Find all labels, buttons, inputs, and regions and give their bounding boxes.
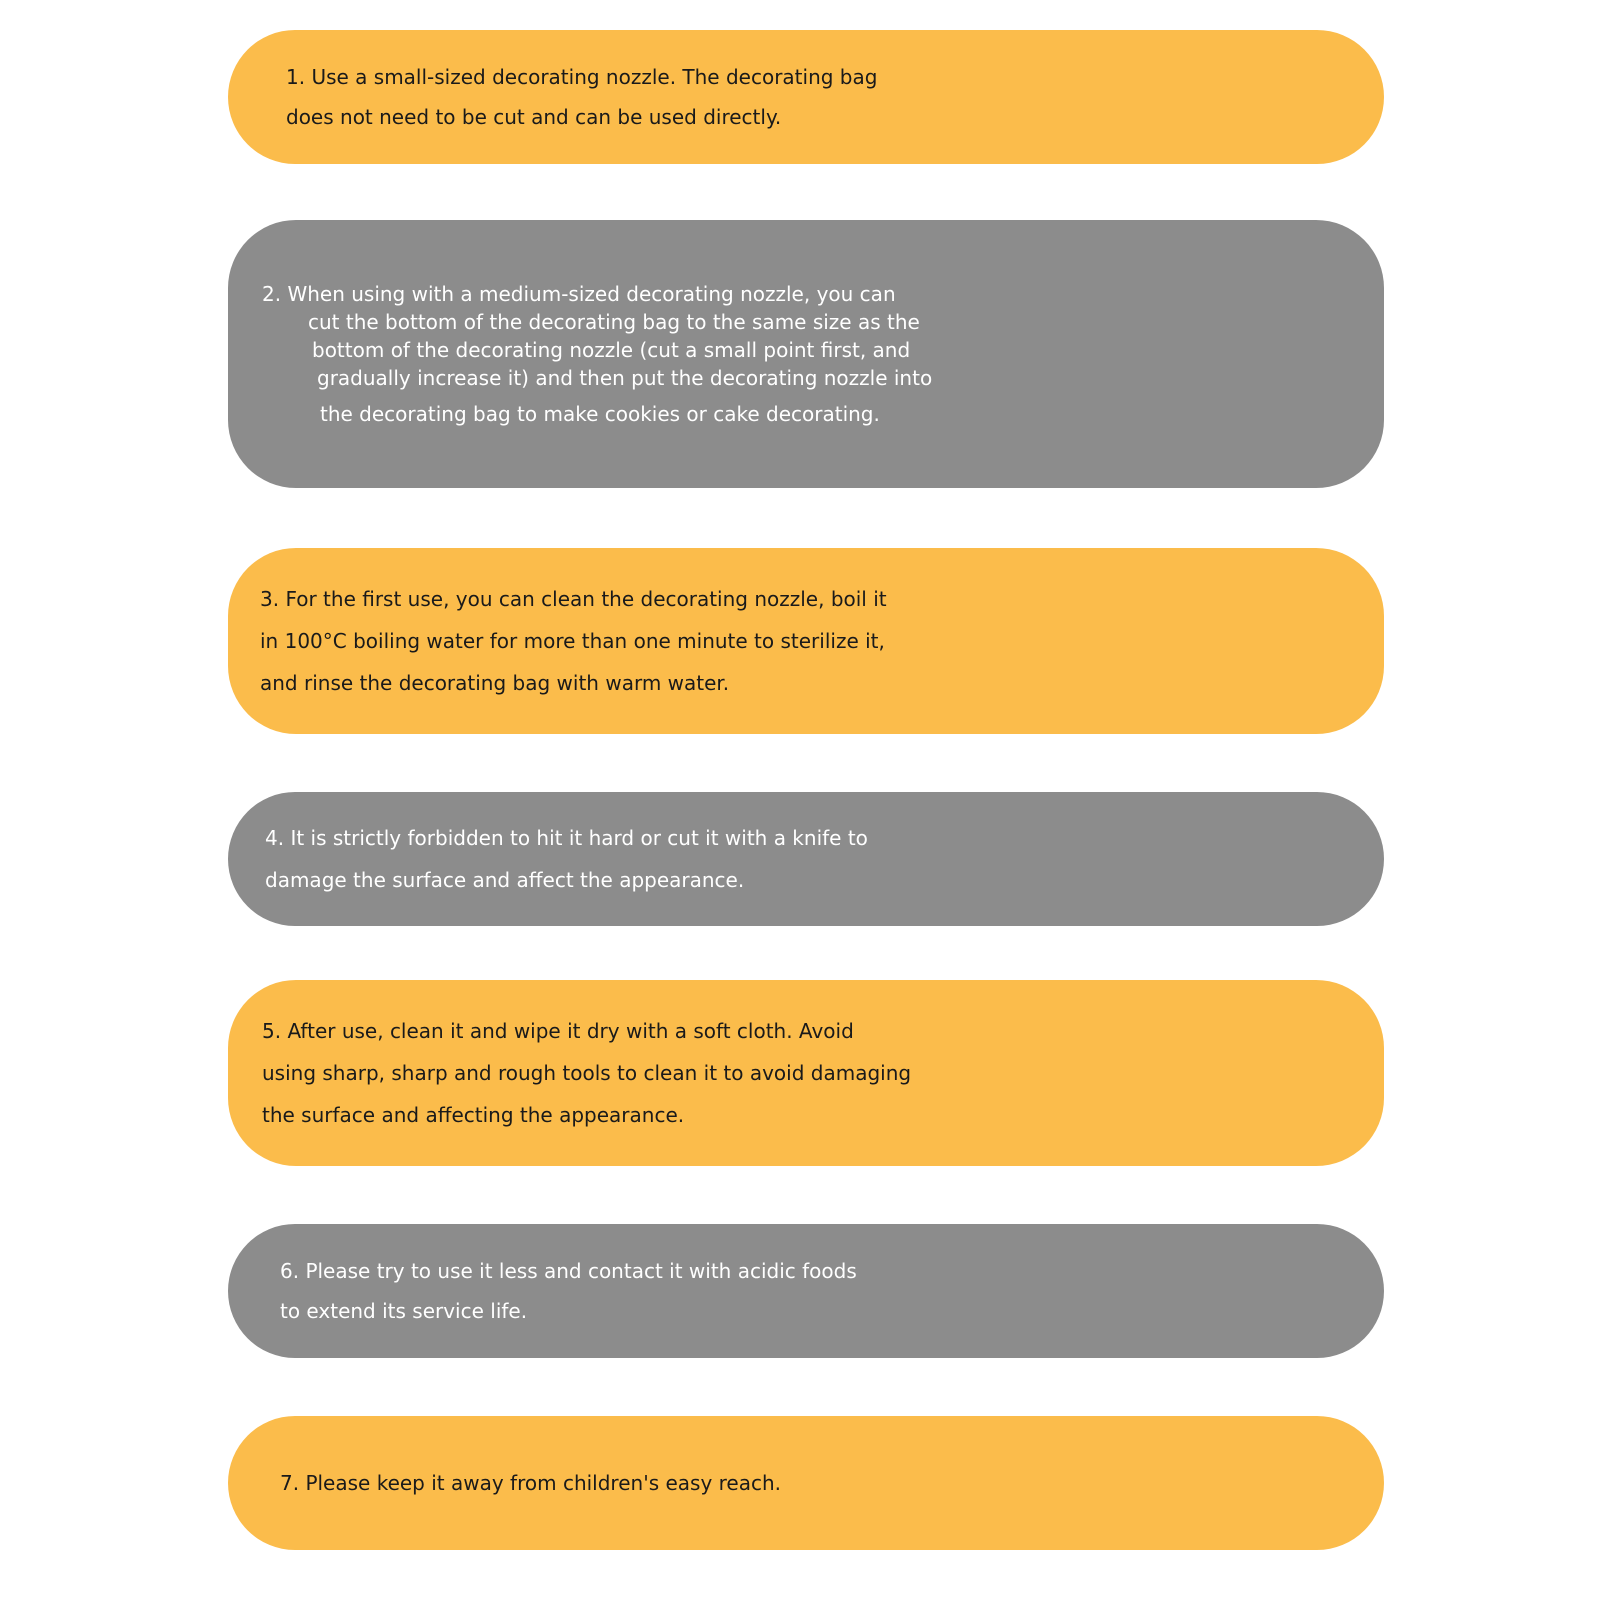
instruction-7-line-1: 7. Please keep it away from children's easy reach. [280, 1471, 782, 1495]
instruction-card-7 [228, 1416, 1384, 1550]
instruction-1-line-2: does not need to be cut and can be used directly. [286, 105, 782, 129]
instruction-card-6 [228, 1224, 1384, 1358]
instruction-1-line-1: 1. Use a small-sized decorating nozzle. The decorating bag [286, 65, 878, 89]
instruction-2-line-3: bottom of the decorating nozzle (cut a small point first, and [312, 338, 911, 362]
instruction-4-line-1: 4. It is strictly forbidden to hit it hard or cut it with a knife to [265, 826, 868, 850]
instruction-6-line-1: 6. Please try to use it less and contact it with acidic foods [280, 1259, 857, 1283]
instruction-3-line-2: in 100°C boiling water for more than one minute to sterilize it, [260, 629, 885, 653]
instruction-3-line-3: and rinse the decorating bag with warm water. [260, 671, 730, 695]
instruction-2-line-2: cut the bottom of the decorating bag to the same size as the [308, 310, 920, 334]
instruction-2-line-4: gradually increase it) and then put the decorating nozzle into [317, 366, 933, 390]
instruction-card-5 [228, 980, 1384, 1166]
instruction-card-2 [228, 220, 1384, 488]
instruction-card-3 [228, 548, 1384, 734]
instruction-3-line-1: 3. For the first use, you can clean the decorating nozzle, boil it [260, 587, 887, 611]
instruction-5-line-1: 5. After use, clean it and wipe it dry with a soft cloth. Avoid [262, 1019, 854, 1043]
instruction-2-line-5: the decorating bag to make cookies or cake decorating. [320, 402, 880, 426]
instruction-6-line-2: to extend its service life. [280, 1299, 528, 1323]
instruction-card-4 [228, 792, 1384, 926]
instruction-5-line-3: the surface and affecting the appearance. [262, 1103, 685, 1127]
instruction-5-line-2: using sharp, sharp and rough tools to clean it to avoid damaging [262, 1061, 912, 1085]
instruction-4-line-2: damage the surface and affect the appearance. [265, 868, 745, 892]
instruction-2-line-1: 2. When using with a medium-sized decorating nozzle, you can [262, 282, 896, 306]
instruction-card-1 [228, 30, 1384, 164]
